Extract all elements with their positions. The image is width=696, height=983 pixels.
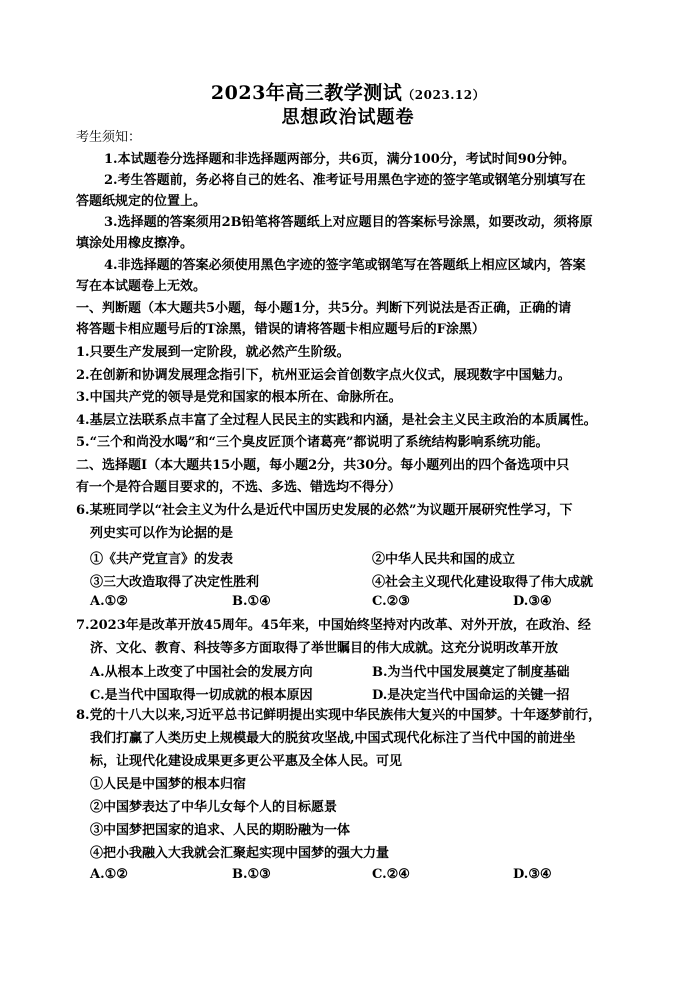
option-d: D.是决定当代中国命运的关键一招 — [372, 688, 570, 703]
option-c: C.②③ — [372, 594, 410, 609]
section2-heading: 有一个是符合题目要求的，不选、多选、错选均不得分） — [76, 480, 402, 495]
judgment-item: 5.“三个和尚没水喝”和“三个臭皮匠顶个诸葛亮”都说明了系统结构影响系统功能。 — [76, 435, 549, 450]
question-8-stem: 8.党的十八大以来,习近平总书记鲜明提出实现中华民族伟大复兴的中国梦。十年逐梦前行， — [76, 708, 602, 723]
question-6-options — [90, 594, 650, 612]
judgment-item: 1.只要生产发展到一定阶段，就必然产生阶级。 — [76, 345, 350, 360]
exam-subject: 思想政治试题卷 — [281, 107, 415, 128]
option-c: C.是当代中国取得一切成就的根本原因 — [90, 688, 313, 703]
notice-item: 写在本试题卷上无效。 — [76, 279, 207, 294]
section1-heading: 一、判断题（本大题共5小题，每小题1分，共5分。判断下列说法是否正确，正确的请 — [76, 301, 572, 316]
option-b: B.①③ — [232, 867, 271, 882]
judgment-item: 3.中国共产党的领导是党和国家的根本所在、命脉所在。 — [76, 390, 402, 405]
section2-heading: 二、选择题Ⅰ（本大题共15小题，每小题2分，共30分。每小题列出的四个备选项中只 — [76, 458, 570, 473]
notice-item: 填涂处用橡皮擦净。 — [76, 236, 194, 251]
notice-item: 3.选择题的答案须用2B铅笔将答题纸上对应题目的答案标号涂黑，如要改动，须将原 — [104, 215, 593, 230]
statement: ④社会主义现代化建设取得了伟大成就 — [372, 575, 594, 590]
question-7-stem: 济、文化、教育、科技等多方面取得了举世瞩目的伟大成就。这充分说明改革开放 — [90, 641, 559, 656]
option-b: B.①④ — [232, 594, 271, 609]
option-b: B.为当代中国发展奠定了制度基础 — [372, 665, 570, 680]
statement: ②中国梦表达了中华儿女每个人的目标愿景 — [90, 800, 338, 815]
exam-title-text: 2023年高三教学测试 — [210, 82, 403, 104]
notice-item: 1.本试题卷分选择题和非选择题两部分，共6页，满分100分，考试时间90分钟。 — [104, 152, 575, 167]
option-a: A.①② — [90, 867, 128, 882]
question-6-statements — [90, 571, 650, 589]
option-d: D.③④ — [513, 594, 552, 609]
question-6-stem: 6.某班同学以“社会主义为什么是近代中国历史发展的必然”为议题开展研究性学习，下 — [76, 503, 573, 518]
notice-heading: 考生须知： — [76, 130, 142, 145]
statement: ③三大改造取得了决定性胜利 — [90, 575, 260, 590]
section1-heading: 将答题卡相应题号后的T涂黑，错误的请将答题卡相应题号后的F涂黑） — [76, 322, 485, 337]
judgment-item: 4.基层立法联系点丰富了全过程人民民主的实践和内涵，是社会主义民主政治的本质属性。 — [76, 413, 597, 428]
notice-item: 4.非选择题的答案必须使用黑色字迹的签字笔或钢笔写在答题纸上相应区域内，答案 — [104, 258, 586, 273]
question-6-statements — [90, 548, 650, 566]
option-a: A.①② — [90, 594, 128, 609]
judgment-item: 2.在创新和协调发展理念指引下，杭州亚运会首创数字点火仪式，展现数字中国魅力。 — [76, 368, 571, 383]
option-a: A.从根本上改变了中国社会的发展方向 — [90, 665, 313, 680]
notice-item: 答题纸规定的位置上。 — [76, 194, 207, 209]
statement: ①《共产党宣言》的发表 — [90, 552, 234, 567]
exam-date: （2023.12） — [402, 88, 486, 102]
question-8-stem: 我们打赢了人类历史上规模最大的脱贫攻坚战,中国式现代化标注了当代中国的前进坐 — [90, 731, 576, 746]
question-7-stem: 7.2023年是改革开放45周年。45年来，中国始终坚持对内改革、对外开放，在政治、经 — [76, 618, 591, 633]
statement: ②中华人民共和国的成立 — [372, 552, 516, 567]
question-7-options — [90, 684, 650, 702]
statement: ③中国梦把国家的追求、人民的期盼融为一体 — [90, 823, 351, 838]
option-d: D.③④ — [513, 867, 552, 882]
statement: ④把小我融入大我就会汇聚起实现中国梦的强大力量 — [90, 846, 390, 861]
exam-title — [0, 78, 696, 105]
question-6-stem: 列史实可以作为论据的是 — [90, 526, 234, 541]
option-c: C.②④ — [372, 867, 410, 882]
notice-item: 2.考生答题前，务必将自己的姓名、准考证号用黑色字迹的签字笔或钢笔分别填写在 — [104, 173, 586, 188]
question-8-stem: 标，让现代化建设成果更多更公平惠及全体人民。可见 — [90, 754, 403, 769]
statement: ①人民是中国梦的根本归宿 — [90, 777, 247, 792]
question-7-options — [90, 661, 650, 679]
question-8-options — [90, 867, 650, 885]
